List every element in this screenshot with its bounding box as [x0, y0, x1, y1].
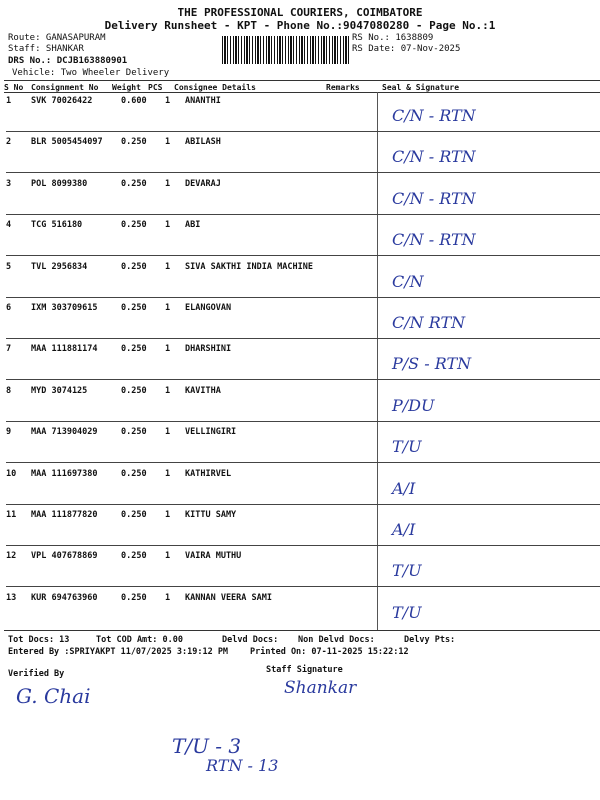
row-separator — [6, 379, 600, 380]
row-consignment: KUR 694763960 — [31, 592, 98, 603]
row-consignment: MYD 3074125 — [31, 385, 88, 396]
handwritten-note-rtn: RTN - 13 — [206, 756, 279, 775]
row-consignee: KANNAN VEERA SAMI — [185, 592, 272, 603]
header-rule-bottom — [4, 92, 600, 93]
row-seal-signature: T/U — [392, 437, 422, 457]
row-sno: 5 — [6, 261, 12, 272]
row-weight: 0.250 — [121, 178, 147, 189]
row-weight: 0.250 — [121, 344, 147, 355]
row-consignment: BLR 5005454097 — [31, 137, 103, 148]
row-weight: 0.600 — [121, 96, 147, 106]
row-seal-signature: A/I — [392, 478, 416, 498]
row-pcs: 1 — [165, 385, 171, 396]
verifier-signature: G. Chai — [16, 684, 91, 708]
row-separator — [6, 504, 600, 505]
row-separator — [6, 131, 600, 132]
row-consignee: ELANGOVAN — [185, 303, 232, 313]
total-docs: Tot Docs: 13 — [8, 635, 70, 645]
row-consignment: MAA 111877820 — [31, 510, 98, 520]
row-pcs: 1 — [165, 510, 171, 520]
row-sno: 13 — [6, 592, 17, 603]
row-separator — [6, 421, 600, 422]
row-weight: 0.250 — [121, 592, 147, 603]
row-pcs: 1 — [165, 220, 171, 231]
row-weight: 0.250 — [121, 220, 147, 231]
row-consignment: TVL 2956834 — [31, 261, 88, 272]
col-sno: S No — [4, 83, 24, 92]
row-seal-signature: C/N RTN — [392, 313, 466, 332]
row-seal-signature: C/N — [392, 271, 424, 291]
route-text: Route: GANASAPURAM — [8, 33, 106, 43]
row-separator — [6, 172, 600, 173]
row-consignment: SVK 70026422 — [31, 96, 93, 106]
row-sno: 8 — [6, 385, 12, 396]
row-pcs: 1 — [165, 261, 171, 272]
staff-signature-label: Staff Signature — [266, 665, 343, 675]
row-seal-signature: P/S - RTN — [392, 354, 472, 374]
row-consignment: MAA 713904029 — [31, 427, 98, 438]
row-consignment: TCG 516180 — [31, 220, 83, 231]
verified-by-label: Verified By — [8, 669, 65, 679]
non-delivered-docs: Non Delvd Docs: — [298, 635, 375, 645]
row-consignee: KITTU SAMY — [185, 510, 237, 520]
row-seal-signature: C/N - RTN — [392, 188, 476, 208]
row-sno: 2 — [6, 137, 12, 148]
row-sno: 10 — [6, 468, 17, 479]
col-weight: Weight — [112, 83, 141, 92]
row-consignment: IXM 303709615 — [31, 303, 98, 313]
row-consignee: KATHIRVEL — [185, 468, 232, 479]
row-weight: 0.250 — [121, 137, 147, 148]
row-sno: 9 — [6, 427, 12, 438]
row-sno: 12 — [6, 551, 17, 562]
row-sno: 4 — [6, 220, 12, 231]
row-seal-signature: A/I — [392, 520, 416, 539]
company-title: THE PROFESSIONAL COURIERS, COIMBATORE — [177, 6, 423, 19]
row-seal-signature: T/U — [392, 561, 422, 581]
row-pcs: 1 — [165, 137, 171, 148]
row-weight: 0.250 — [121, 303, 147, 313]
total-cod: Tot COD Amt: 0.00 — [96, 635, 183, 645]
entered-by: Entered By :SPRIYAKPT 11/07/2025 3:19:12 PM — [8, 647, 229, 657]
row-pcs: 1 — [165, 344, 171, 355]
row-separator — [6, 297, 600, 298]
row-separator — [6, 255, 600, 256]
row-consignee: ABI — [185, 220, 201, 231]
row-pcs: 1 — [165, 468, 171, 479]
row-consignment: MAA 111881174 — [31, 344, 98, 355]
col-pcs: PCS — [148, 83, 163, 92]
row-pcs: 1 — [165, 551, 171, 562]
row-separator — [6, 338, 600, 339]
row-seal-signature: C/N - RTN — [392, 106, 476, 125]
row-separator — [6, 545, 600, 546]
delivered-docs: Delvd Docs: — [222, 635, 279, 645]
row-pcs: 1 — [165, 178, 171, 189]
row-weight: 0.250 — [121, 510, 147, 520]
row-weight: 0.250 — [121, 261, 147, 272]
barcode-image — [222, 36, 350, 64]
row-consignment: VPL 407678869 — [31, 551, 98, 562]
staff-handwritten-signature: Shankar — [284, 678, 357, 698]
row-sno: 3 — [6, 178, 12, 189]
row-separator — [6, 586, 600, 587]
row-consignee: KAVITHA — [185, 385, 221, 396]
row-sno: 1 — [6, 96, 12, 106]
row-consignment: MAA 111697380 — [31, 468, 98, 479]
col-consignee: Consignee Details — [174, 83, 256, 92]
rs-date: RS Date: 07-Nov-2025 — [352, 44, 461, 54]
row-weight: 0.250 — [121, 468, 147, 479]
row-separator — [6, 462, 600, 463]
footer-rule — [4, 630, 600, 631]
handwritten-note-tu: T/U - 3 — [172, 734, 242, 758]
row-consignee: VAIRA MUTHU — [185, 551, 242, 562]
row-weight: 0.250 — [121, 427, 147, 438]
row-separator — [6, 214, 600, 215]
staff-text: Staff: SHANKAR — [8, 44, 84, 54]
row-weight: 0.250 — [121, 385, 147, 396]
row-consignee: ABILASH — [185, 137, 221, 148]
row-consignee: DHARSHINI — [185, 344, 232, 355]
row-consignee: SIVA SAKTHI INDIA MACHINE — [185, 261, 313, 272]
row-pcs: 1 — [165, 303, 171, 313]
printed-on: Printed On: 07-11-2025 15:22:12 — [250, 647, 409, 657]
row-consignee: ANANTHI — [185, 96, 221, 106]
row-pcs: 1 — [165, 592, 171, 603]
row-sno: 11 — [6, 510, 17, 520]
row-seal-signature: C/N - RTN — [392, 147, 476, 167]
rs-number: RS No.: 1638809 — [352, 33, 434, 43]
row-pcs: 1 — [165, 427, 171, 438]
row-seal-signature: T/U — [392, 602, 422, 622]
col-remarks: Remarks — [326, 83, 360, 92]
col-consignment: Consignment No — [31, 83, 99, 92]
drs-number: DRS No.: DCJB163880901 — [8, 56, 128, 66]
vehicle-text: Vehicle: Two Wheeler Delivery — [12, 68, 170, 78]
row-weight: 0.250 — [121, 551, 147, 562]
runsheet-subtitle: Delivery Runsheet - KPT - Phone No.:9047080280 - Page No.:1 — [104, 19, 496, 32]
row-seal-signature: P/DU — [392, 395, 435, 415]
row-pcs: 1 — [165, 96, 171, 106]
row-consignee: DEVARAJ — [185, 178, 221, 189]
header-rule-top — [4, 80, 600, 81]
col-seal: Seal & Signature — [382, 83, 460, 92]
row-sno: 7 — [6, 344, 12, 355]
row-consignee: VELLINGIRI — [185, 427, 237, 438]
delivery-points: Delvy Pts: — [404, 635, 456, 645]
row-seal-signature: C/N - RTN — [392, 230, 476, 250]
row-consignment: POL 8099380 — [31, 178, 88, 189]
row-sno: 6 — [6, 303, 12, 313]
